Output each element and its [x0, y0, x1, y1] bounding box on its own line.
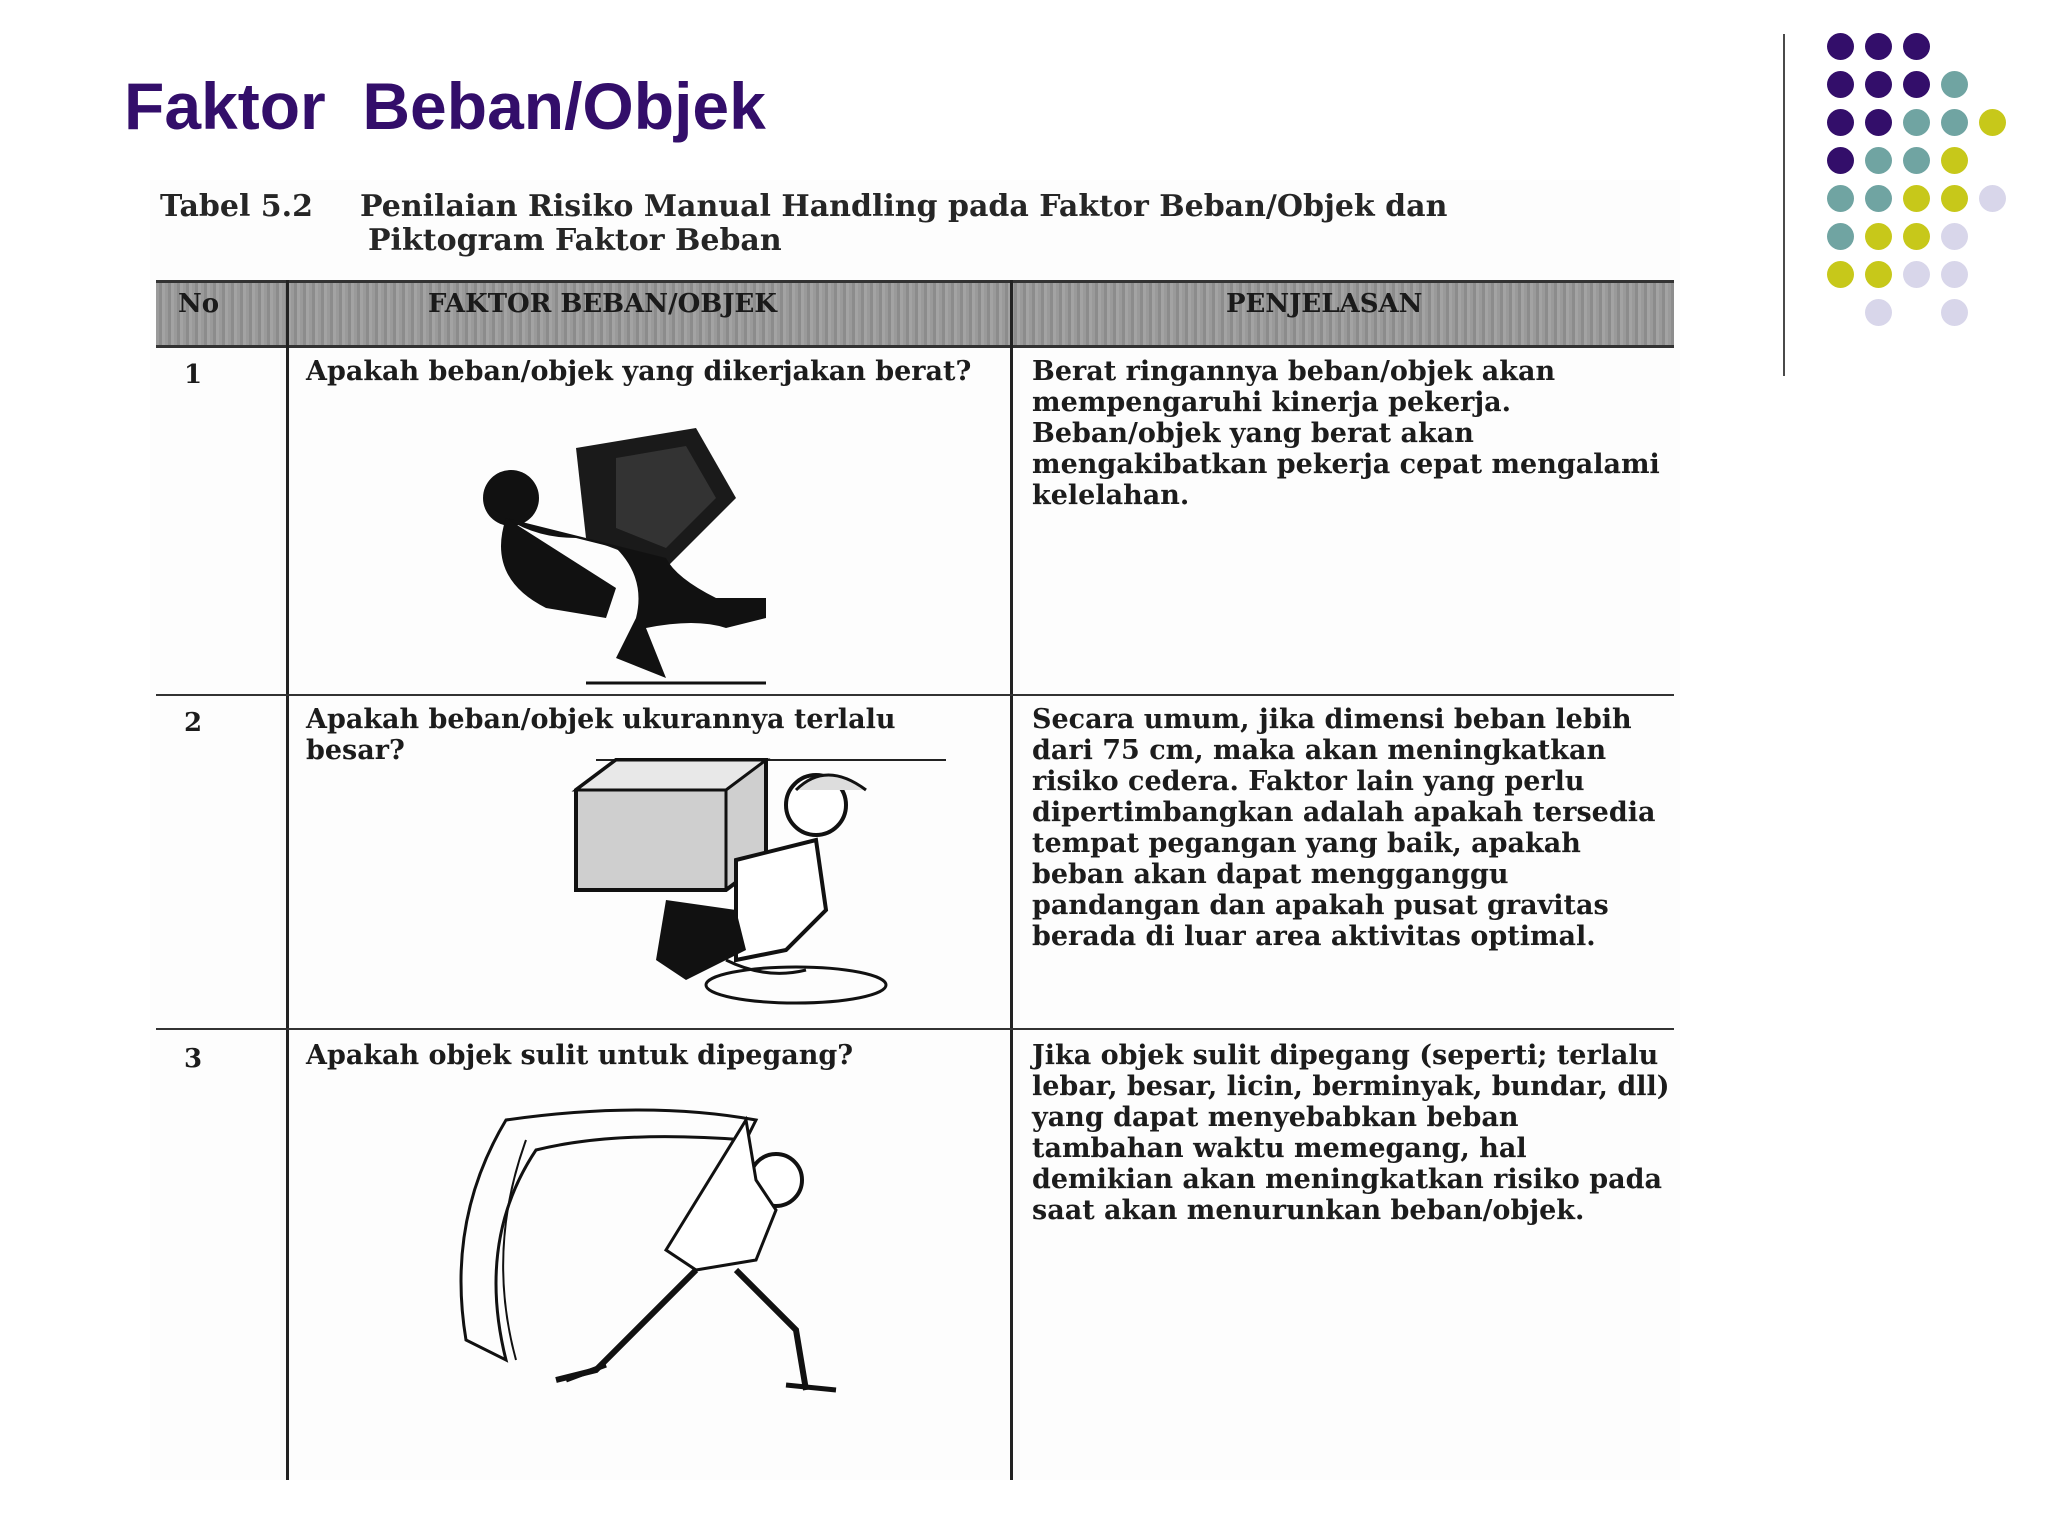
risk-table: [156, 280, 1674, 1480]
decorative-dot: [1903, 261, 1930, 288]
table-caption-line1: Penilaian Risiko Manual Handling pada Faktor Beban/Objek dan: [360, 189, 1448, 224]
decorative-dot: [1827, 185, 1854, 212]
row-number: 2: [184, 708, 203, 738]
factor-explanation: Secara umum, jika dimensi beban lebih dari 75 cm, maka akan meningkatkan risiko cedera. Faktor lain yang perlu dipertimbangkan adalah apakah tersedia tempat pegangan yang baik, apakah beban akan dapat mengganggu pandangan dan apakah pusat gravitas berada di luar area aktivitas optimal.: [1032, 704, 1656, 952]
header-explanation: PENJELASAN: [1226, 289, 1423, 319]
factor-explanation: Jika objek sulit dipegang (seperti; terlalu lebar, besar, licin, berminyak, bundar, dll) yang dapat menyebabkan beban tambahan waktu memegang, hal demikian akan meningkatkan risiko pada saat akan menurunkan beban/objek.: [1032, 1040, 1670, 1226]
decorative-dot: [1827, 71, 1854, 98]
decorative-dot: [1865, 299, 1892, 326]
decorative-dot: [1979, 109, 2006, 136]
decorative-dot: [1941, 109, 1968, 136]
decorative-dot: [1941, 147, 1968, 174]
decorative-dot: [1865, 33, 1892, 60]
header-no: No: [178, 289, 220, 319]
worker-carrying-large-box-icon: [566, 750, 966, 1010]
factor-question: Apakah beban/objek ukurannya terlalu besar?: [306, 704, 896, 766]
table-caption-line2: Piktogram Faktor Beban: [368, 223, 782, 258]
decorative-dot: [1827, 147, 1854, 174]
row-number: 1: [184, 360, 203, 390]
decorative-dot: [1941, 223, 1968, 250]
factor-question: Apakah objek sulit untuk dipegang?: [306, 1040, 854, 1071]
column-divider: [286, 280, 289, 1480]
decorative-dot: [1865, 223, 1892, 250]
decorative-dot: [1903, 109, 1930, 136]
decorative-dot: [1941, 185, 1968, 212]
decorative-dot: [1827, 109, 1854, 136]
row-number: 3: [184, 1044, 203, 1074]
decorative-dot: [1903, 33, 1930, 60]
title-divider: [1783, 34, 1785, 376]
decorative-dot: [1865, 261, 1892, 288]
decorative-dot: [1827, 223, 1854, 250]
table-caption-label: Tabel 5.2: [160, 189, 313, 224]
worker-carrying-heavy-load-icon: [466, 428, 866, 688]
decorative-dot: [1865, 185, 1892, 212]
decorative-dot: [1827, 261, 1854, 288]
decorative-dot: [1941, 71, 1968, 98]
table-header-row: [156, 280, 1674, 348]
factor-question: Apakah beban/objek yang dikerjakan berat?: [306, 356, 972, 387]
row-divider: [156, 1028, 1674, 1030]
decorative-dot: [1903, 185, 1930, 212]
decorative-dot: [1865, 109, 1892, 136]
row-divider: [156, 694, 1674, 696]
decorative-dot: [1865, 71, 1892, 98]
scanned-table-page: [150, 180, 1680, 1480]
factor-explanation: Berat ringannya beban/objek akan mempengaruhi kinerja pekerja. Beban/objek yang berat akan mengakibatkan pekerja cepat mengalami kelelahan.: [1032, 356, 1660, 511]
header-factor: FAKTOR BEBAN/OBJEK: [428, 289, 777, 319]
slide-title: Faktor Beban/Objek: [124, 69, 766, 143]
decorative-dot: [1903, 71, 1930, 98]
decorative-dot: [1979, 185, 2006, 212]
decorative-dot: [1941, 299, 1968, 326]
column-divider: [1010, 280, 1013, 1480]
worker-carrying-wide-sheet-icon: [446, 1100, 906, 1400]
table-caption: [160, 190, 1447, 258]
decorative-dot: [1903, 223, 1930, 250]
decorative-dot: [1903, 147, 1930, 174]
decorative-dot: [1865, 147, 1892, 174]
decorative-dot: [1827, 33, 1854, 60]
decorative-dot: [1941, 261, 1968, 288]
